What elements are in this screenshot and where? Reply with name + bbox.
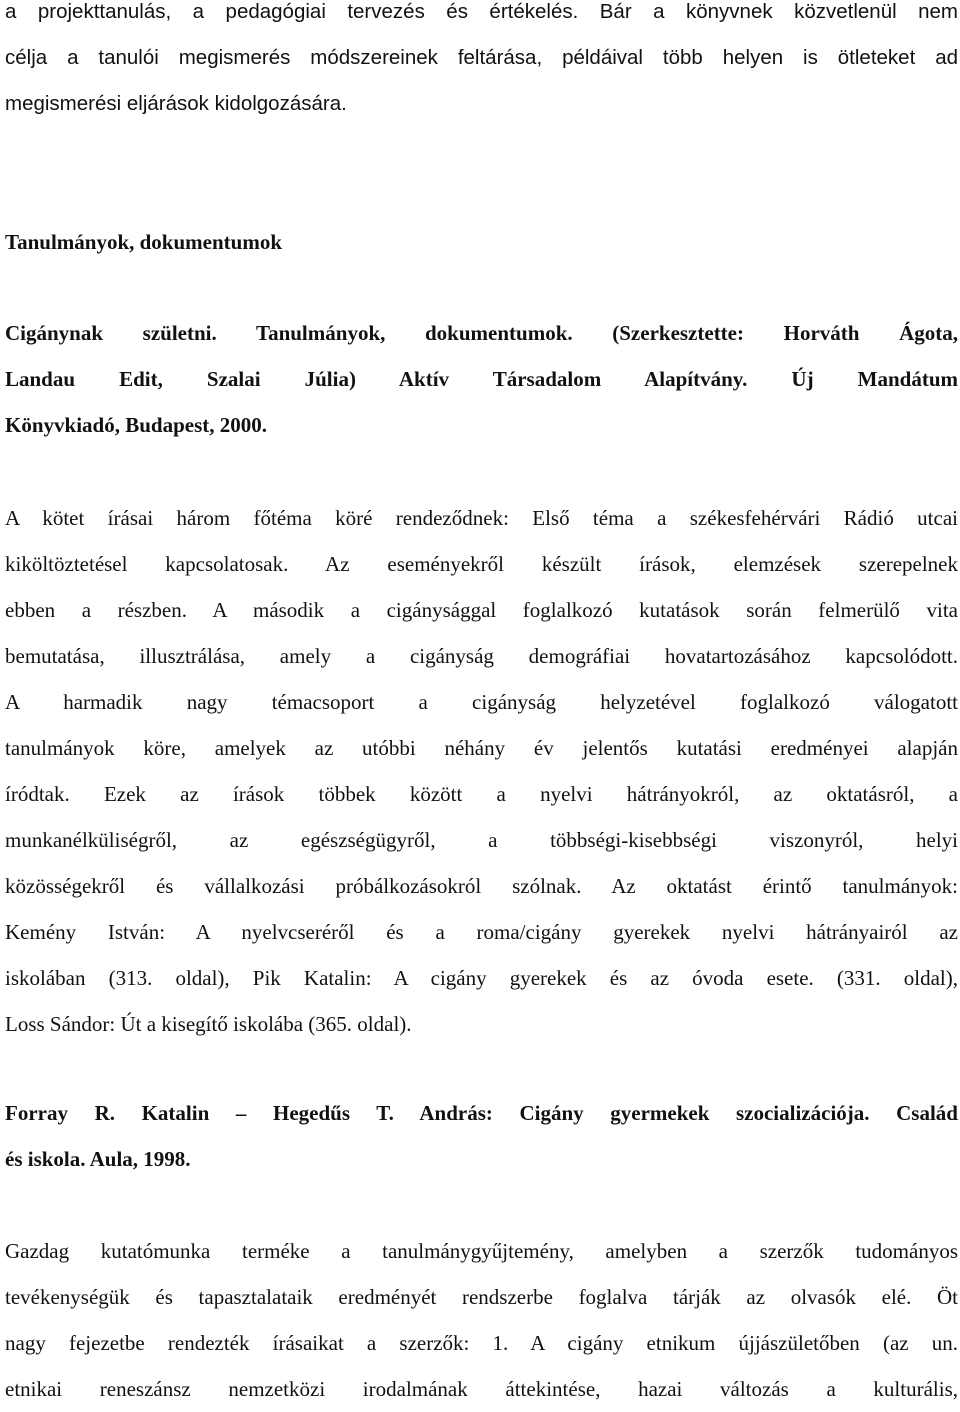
body-line: etnikai reneszánsz nemzetközi irodalmának áttekintése, hazai változás a kulturális, [5,1377,958,1401]
body-line: nagy fejezetbe rendezték írásaikat a szerzők: 1. A cigány etnikum újjászületőben (az un. [5,1331,958,1355]
body-line: Gazdag kutatómunka terméke a tanulmánygyűjtemény, amelyben a szerzők tudományos [5,1239,958,1263]
entry2-citation [5,1090,958,1182]
body-line: A kötet írásai három főtéma köré rendeződnek: Első téma a székesfehérvári Rádió utcai [5,506,958,530]
intro-line: a projekttanulás, a pedagógiai tervezés és értékelés. Bár a könyvnek közvetlenül nem [5,0,958,23]
body-line: iskolában (313. oldal), Pik Katalin: A cigány gyerekek és az óvoda esete. (331. oldal), [5,966,958,990]
intro-paragraph [5,0,958,127]
intro-line: megismerési eljárások kidolgozására. [5,92,347,115]
body-line: kiköltöztetésel kapcsolatosak. Az eseményekről készült írások, elemzések szerepelnek [5,552,958,576]
body-line: munkanélküliségről, az egészségügyről, a többségi-kisebbségi viszonyról, helyi [5,828,958,852]
body-line: Kemény István: A nyelvcseréről és a roma/cigány gyerekek nyelvi hátrányairól az [5,920,958,944]
citation-line: Landau Edit, Szalai Júlia) Aktív Társadalom Alapítvány. Új Mandátum [5,367,958,391]
body-line: közösségekről és vállalkozási próbálkozásokról szólnak. Az oktatást érintő tanulmányok: [5,874,958,898]
entry2-body [5,1228,958,1412]
body-line: tevékenységük és tapasztalataik eredményét rendszerbe foglalva tárják az olvasók elé. Öt [5,1285,958,1309]
entry1-body [5,495,958,1047]
body-line: Loss Sándor: Út a kisegítő iskolába (365. oldal). [5,1012,412,1036]
citation-line: Cigánynak születni. Tanulmányok, dokumentumok. (Szerkesztette: Horváth Ágota, [5,321,958,345]
body-line: bemutatása, illusztrálása, amely a cigányság demográfiai hovatartozásához kapcsolódott. [5,644,958,668]
citation-line: Forray R. Katalin – Hegedűs T. András: Cigány gyermekek szocializációja. Család [5,1101,958,1125]
intro-line: célja a tanulói megismerés módszereinek feltárása, példáival több helyen is ötleteket ad [5,46,958,69]
body-line: íródtak. Ezek az írások többek között a nyelvi hátrányokról, az oktatásról, a [5,782,958,806]
citation-line: Könyvkiadó, Budapest, 2000. [5,413,267,437]
section-heading-text: Tanulmányok, dokumentumok [5,230,282,254]
entry1-citation [5,310,958,448]
body-line: A harmadik nagy témacsoport a cigányság helyzetével foglalkozó válogatott [5,690,958,714]
section-heading [5,219,958,265]
body-line: ebben a részben. A második a cigánysággal foglalkozó kutatások során felmerülő vita [5,598,958,622]
body-line: tanulmányok köre, amelyek az utóbbi néhány év jelentős kutatási eredményei alapján [5,736,958,760]
citation-line: és iskola. Aula, 1998. [5,1147,191,1171]
